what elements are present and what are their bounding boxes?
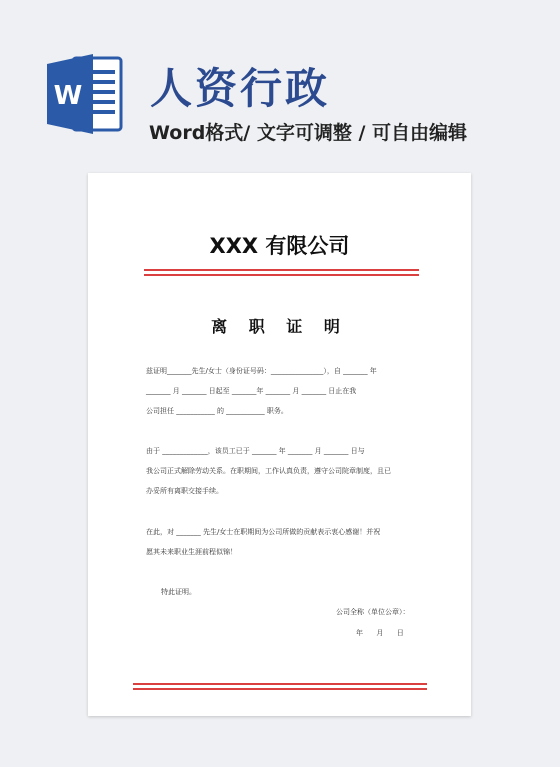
signature-date: 年 月 日 (356, 629, 404, 637)
body-line-1: 兹证明_______先生/女士（身份证号码：_______________），自 _______ 年 (146, 367, 377, 375)
bottom-red-line-2 (133, 688, 427, 690)
company-name: XXX 有限公司 (209, 234, 350, 258)
signature-company: 公司全称（单位公章）： (336, 608, 410, 616)
body-line-5: 我公司正式解除劳动关系。在职期间，工作认真负责，遵守公司院章制度，且已 (146, 467, 391, 475)
top-red-line-2 (144, 274, 419, 276)
top-red-line-1 (144, 269, 419, 271)
document-page (88, 173, 471, 716)
header (0, 0, 560, 160)
closing-line: 特此证明。 (161, 588, 196, 596)
body-line-3: 公司担任 ___________ 的 ___________ 职务。 (146, 407, 288, 415)
body-line-4: 由于 _____________，该员工已于 _______ 年 _______ 月 _______ 日与 (146, 447, 365, 455)
body-line-2: _______ 月 _______ 日起至 _______年 _______ 月 _______ 日止在我 (146, 387, 357, 395)
document-title: 离 职 证 明 (211, 317, 348, 336)
page-subtitle: Word格式/ 文字可调整 / 可自由编辑 (149, 122, 468, 144)
body-line-8: 愿其未来职业生涯前程似锦！ (146, 548, 237, 556)
page-title: 人资行政 (150, 64, 331, 113)
bottom-red-line-1 (133, 683, 427, 685)
body-line-7: 在此，对 _______ 先生/女士在职期间为公司所做的贡献表示衷心感谢！并祝 (146, 528, 381, 536)
word-logo-letter: W (53, 81, 83, 111)
word-icon (47, 48, 123, 140)
body-line-6: 办妥所有离职交接手续。 (146, 487, 223, 495)
